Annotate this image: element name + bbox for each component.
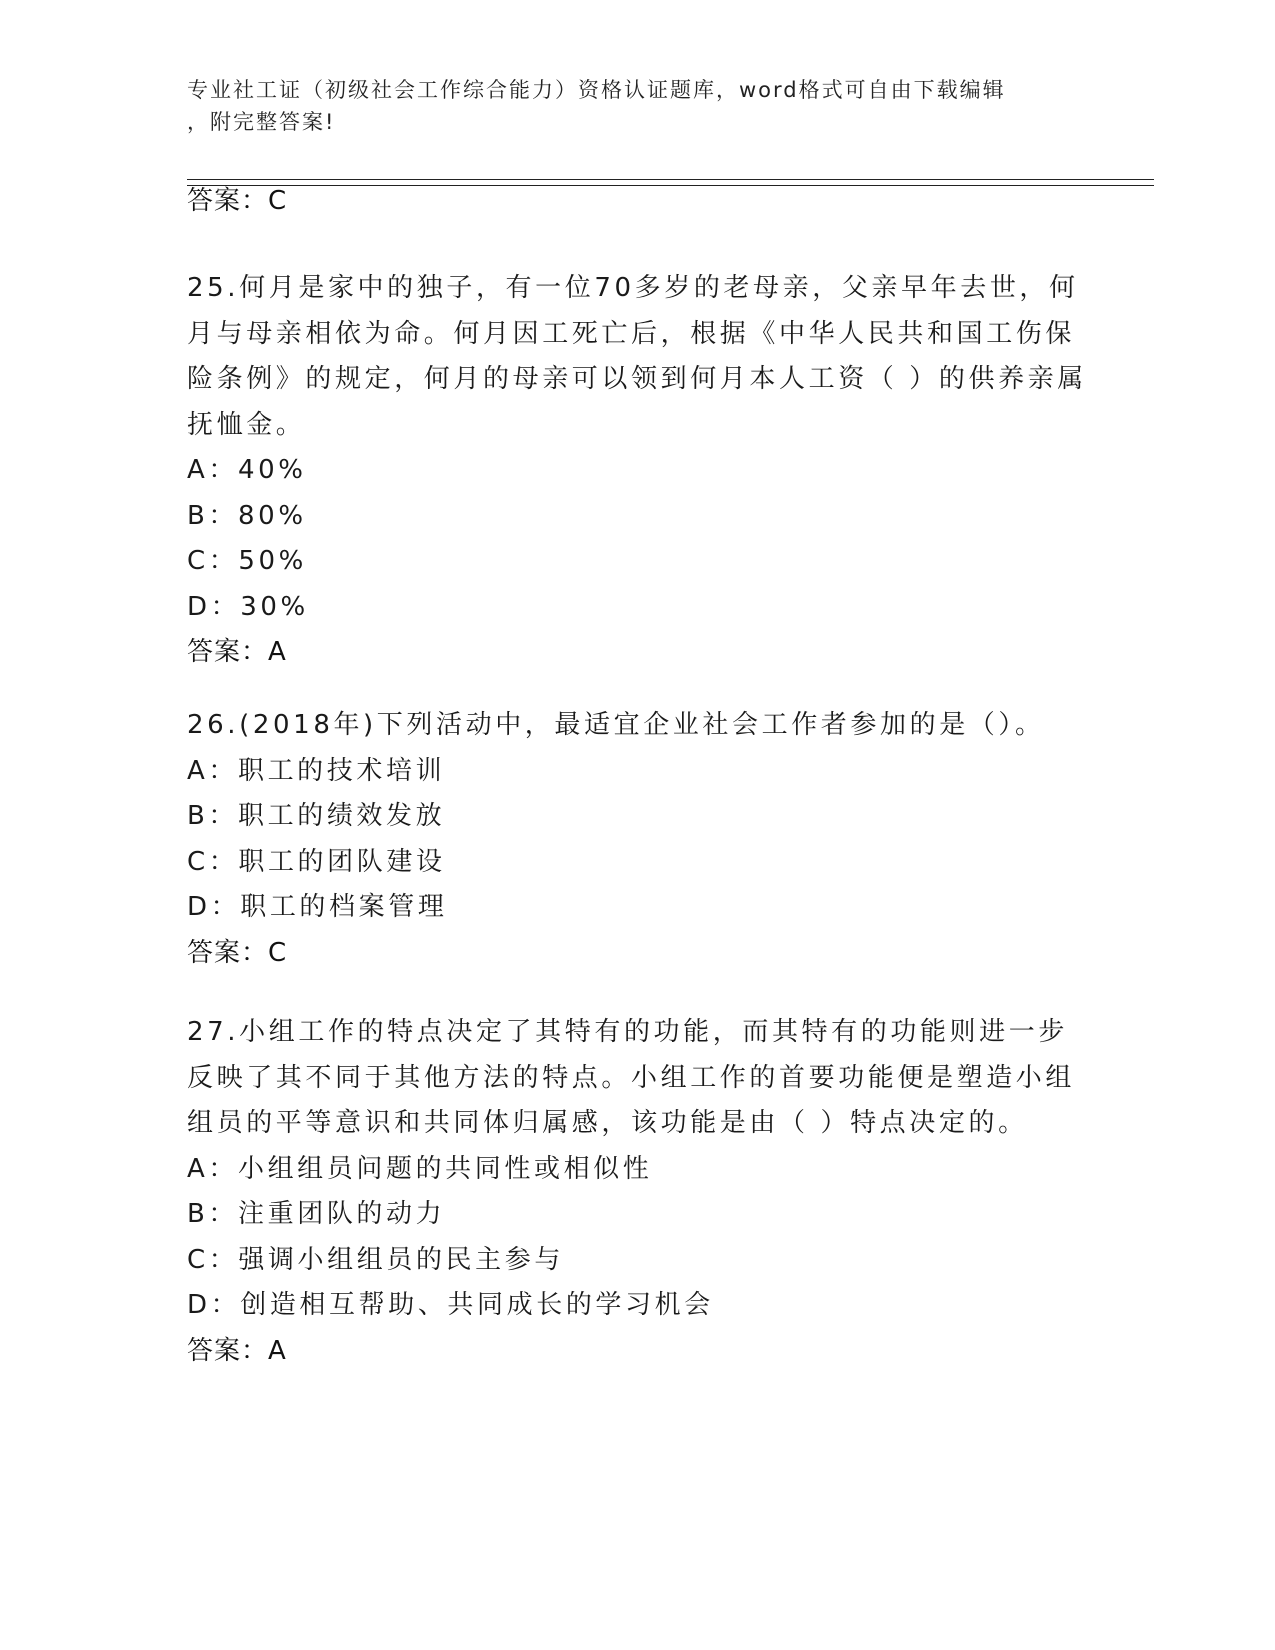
question-26 — [187, 703, 1087, 976]
question-stem: 27.小组工作的特点决定了其特有的功能，而其特有的功能则进一步反映了其不同于其他方法的特点。小组工作的首要功能便是塑造小组组员的平等意识和共同体归属感，该功能是由（ ）特点决定的。 — [187, 1017, 1076, 1138]
header-divider-top — [187, 179, 1154, 180]
question-25 — [187, 266, 1087, 676]
option-d: D：创造相互帮助、共同成长的学习机会 — [187, 1290, 714, 1320]
question-stem: 26.(2018年)下列活动中，最适宜企业社会工作者参加的是（）。 — [187, 710, 1045, 740]
option-b: B：注重团队的动力 — [187, 1199, 446, 1229]
previous-answer: 答案：C — [187, 186, 288, 216]
option-c: C：50% — [187, 546, 307, 576]
question-answer: 答案：A — [187, 1335, 287, 1366]
option-list — [187, 749, 1087, 931]
option-a: A：小组组员问题的共同性或相似性 — [187, 1153, 653, 1184]
question-stem: 25.何月是家中的独子，有一位70多岁的老母亲，父亲早年去世，何月与母亲相依为命。何月因工死亡后，根据《中华人民共和国工伤保险条例》的规定，何月的母亲可以领到何月本人工资（ ）的供养亲属抚恤金。 — [187, 273, 1087, 440]
option-list — [187, 448, 1087, 630]
option-a: A：职工的技术培训 — [187, 755, 446, 786]
option-b: B：80% — [187, 500, 307, 531]
question-27 — [187, 1010, 1087, 1374]
option-d: D：职工的档案管理 — [187, 892, 448, 922]
question-answer: 答案：C — [187, 937, 288, 968]
option-c: C：职工的团队建设 — [187, 846, 446, 877]
option-list — [187, 1147, 1087, 1329]
option-b: B：职工的绩效发放 — [187, 801, 446, 831]
option-a: A：40% — [187, 455, 307, 485]
header-divider-bottom — [187, 185, 1154, 186]
option-d: D：30% — [187, 591, 309, 622]
option-c: C：强调小组组员的民主参与 — [187, 1244, 564, 1275]
question-answer: 答案：A — [187, 637, 287, 667]
document-header: 专业社工证（初级社会工作综合能力）资格认证题库，word格式可自由下载编辑 ，附完整答案! — [187, 78, 1006, 134]
